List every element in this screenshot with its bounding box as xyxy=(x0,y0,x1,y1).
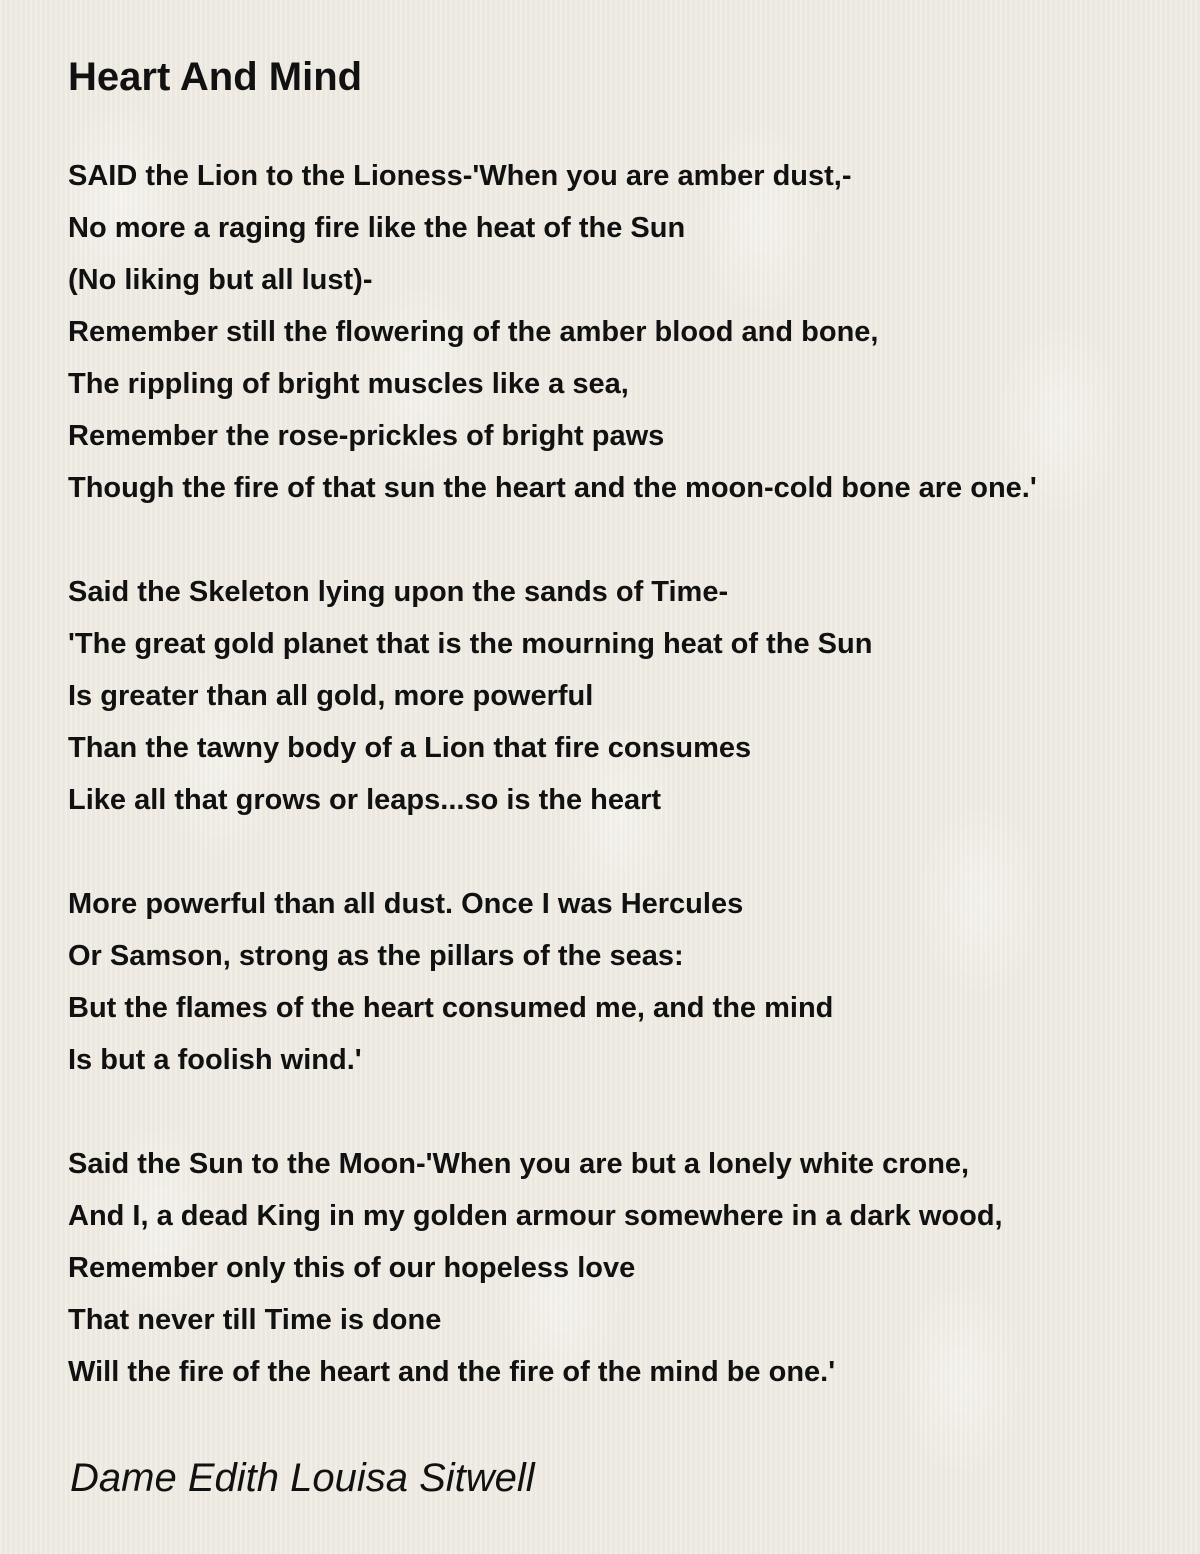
poem-line: Than the tawny body of a Lion that fire consumes xyxy=(68,732,752,764)
poem-line: (No liking but all lust)- xyxy=(68,264,373,296)
poem-line: 'The great gold planet that is the mourning heat of the Sun xyxy=(68,628,873,660)
poem-line: Remember only this of our hopeless love xyxy=(68,1252,636,1284)
poem-line: Said the Skeleton lying upon the sands of Time- xyxy=(68,576,729,608)
poem-line: Will the fire of the heart and the fire of the mind be one.' xyxy=(68,1356,836,1388)
poem-title: Heart And Mind xyxy=(68,55,363,99)
stanza-2 xyxy=(68,566,1178,826)
poem-line: SAID the Lion to the Lioness-'When you are amber dust,- xyxy=(68,160,852,192)
poem-line: Or Samson, strong as the pillars of the seas: xyxy=(68,940,684,972)
poem-line: No more a raging fire like the heat of the Sun xyxy=(68,212,686,244)
poem-line: That never till Time is done xyxy=(68,1304,442,1336)
poem-line: Said the Sun to the Moon-'When you are but a lonely white crone, xyxy=(68,1148,970,1180)
poem-line: More powerful than all dust. Once I was Hercules xyxy=(68,888,744,920)
poem-line: Like all that grows or leaps...so is the heart xyxy=(68,784,662,816)
poem-line: Remember the rose-prickles of bright paws xyxy=(68,420,665,452)
poem-line: And I, a dead King in my golden armour somewhere in a dark wood, xyxy=(68,1200,1003,1232)
stanza-3 xyxy=(68,878,1178,1086)
poem-line: The rippling of bright muscles like a sea, xyxy=(68,368,629,400)
poem-body xyxy=(68,150,1178,1398)
poem-line: Is but a foolish wind.' xyxy=(68,1044,362,1076)
poem-page xyxy=(68,52,1178,1450)
poem-line: But the flames of the heart consumed me, and the mind xyxy=(68,992,834,1024)
poem-line: Is greater than all gold, more powerful xyxy=(68,680,594,712)
poem-line: Remember still the flowering of the amber blood and bone, xyxy=(68,316,879,348)
poem-author: Dame Edith Louisa Sitwell xyxy=(70,1456,535,1500)
stanza-1 xyxy=(68,150,1178,514)
poem-line: Though the fire of that sun the heart and the moon-cold bone are one.' xyxy=(68,472,1037,504)
stanza-4 xyxy=(68,1138,1178,1398)
